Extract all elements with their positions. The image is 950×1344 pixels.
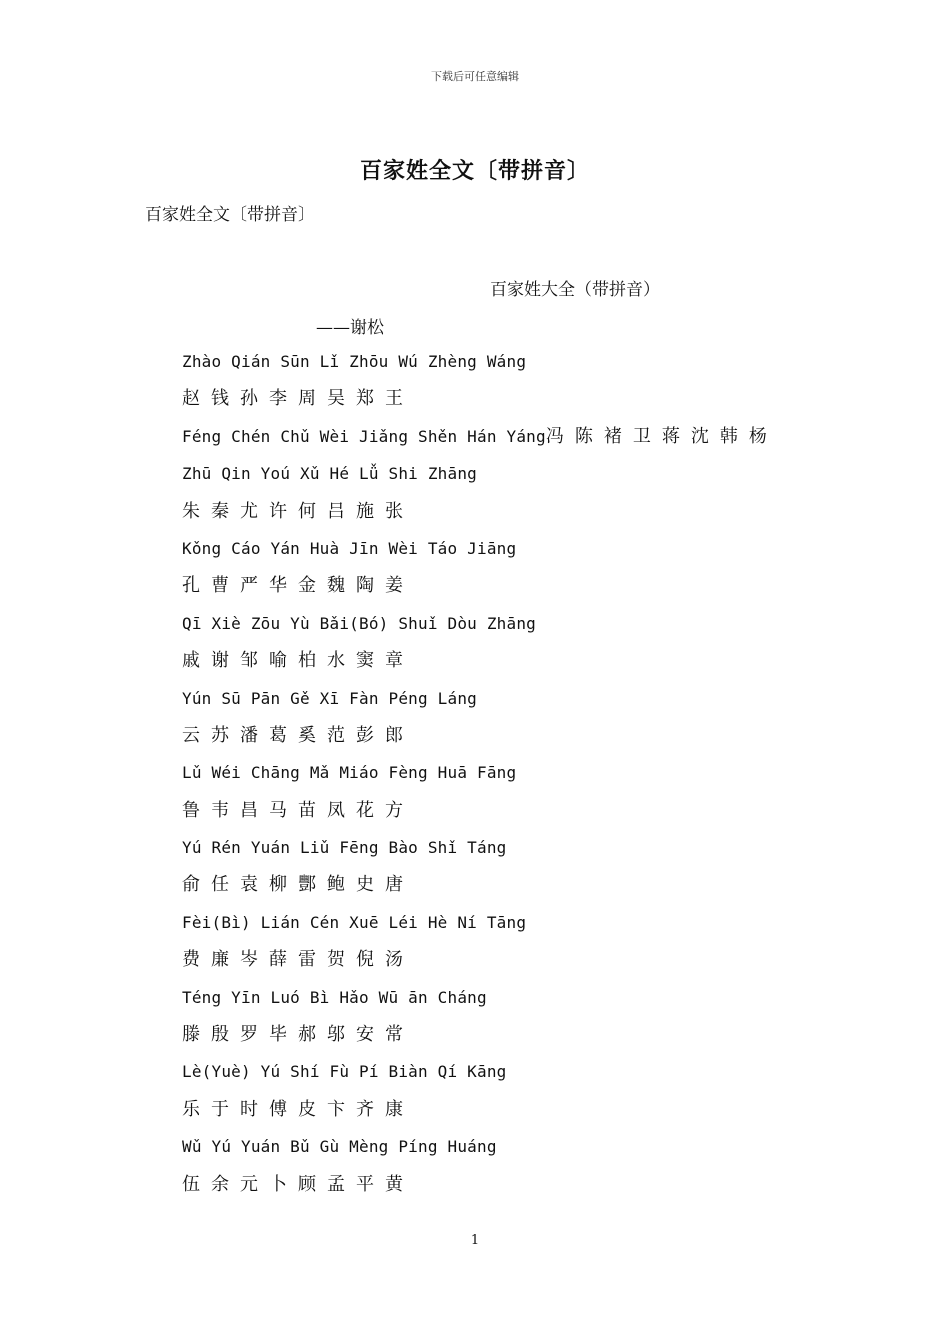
hanzi-line [182, 871, 802, 908]
hanzi-line [182, 1021, 802, 1058]
hanzi-line [182, 722, 802, 759]
pinyin-line [182, 685, 802, 722]
hanzi-text: 费廉岑薛雷贺倪汤 [182, 949, 414, 971]
hanzi-text: 孔曹严华金魏陶姜 [182, 575, 414, 597]
pinyin-line [182, 909, 802, 946]
pinyin-text: Fèi(Bì) Lián Cén Xuē Léi Hè Ní Tāng [182, 912, 527, 932]
hanzi-line [182, 385, 802, 422]
pinyin-line [182, 460, 802, 497]
header-note: 下载后可任意编辑 [431, 70, 519, 83]
pinyin-text: Yún Sū Pān Gě Xī Fàn Péng Láng [182, 688, 477, 708]
pinyin-line [182, 1058, 802, 1095]
pinyin-text: Zhū Qin Yoú Xǔ Hé Lǚ Shi Zhāng [182, 464, 477, 484]
hanzi-text: 朱秦尤许何吕施张 [182, 500, 414, 522]
pinyin-text: Qī Xiè Zōu Yù Bǎi(Bó) Shuǐ Dòu Zhāng [182, 613, 536, 633]
pinyin-text: Zhào Qián Sūn Lǐ Zhōu Wú Zhèng Wáng [182, 352, 527, 371]
hanzi-text: 滕殷罗毕郝邬安常 [182, 1024, 414, 1046]
surname-lines [182, 348, 802, 1208]
pinyin-text: Kǒng Cáo Yán Huà Jīn Wèi Táo Jiāng [182, 538, 517, 558]
hanzi-text: 乐于时傅皮卞齐康 [182, 1098, 414, 1120]
pinyin-text: Wǔ Yú Yuán Bǔ Gù Mèng Píng Huáng [182, 1137, 497, 1157]
pinyin-line [182, 759, 802, 796]
hanzi-text: 鲁韦昌马苗凤花方 [182, 799, 414, 821]
hanzi-line [182, 946, 802, 983]
pinyin-text: Yú Rén Yuán Liǔ Fēng Bào Shǐ Táng [182, 838, 507, 858]
hanzi-text: 戚谢邹喻柏水窦章 [182, 650, 414, 672]
document-subtitle: 百家姓全文〔带拼音〕 [145, 205, 315, 225]
hanzi-text: 冯陈褚卫蒋沈韩杨 [545, 425, 778, 447]
page-number: 1 [470, 1233, 480, 1248]
pinyin-line [182, 834, 802, 871]
hanzi-line [182, 572, 802, 609]
hanzi-line [182, 647, 802, 684]
pinyin-line [182, 610, 802, 647]
pinyin-text: Lè(Yuè) Yú Shí Fù Pí Biàn Qí Kāng [182, 1062, 507, 1082]
pinyin-line [182, 535, 802, 572]
hanzi-line [182, 498, 802, 535]
pinyin-text: Féng Chén Chǔ Wèi Jiǎng Shěn Hán Yáng [182, 426, 546, 446]
document-title: 百家姓全文〔带拼音〕 [359, 158, 590, 184]
pinyin-text: Lǔ Wéi Chāng Mǎ Miáo Fèng Huā Fāng [182, 763, 517, 783]
hanzi-line [182, 1171, 802, 1208]
hanzi-text: 伍余元卜顾孟平黄 [182, 1173, 414, 1195]
hanzi-line [182, 797, 802, 834]
pinyin-line [182, 423, 802, 460]
hanzi-text: 俞任袁柳酆鲍史唐 [182, 874, 414, 896]
inner-heading: 百家姓大全（带拼音） [490, 280, 660, 300]
pinyin-line [182, 348, 802, 385]
hanzi-text: 赵钱孙李周吴郑王 [182, 388, 414, 410]
hanzi-line [182, 1096, 802, 1133]
author-line: ——谢松 [316, 318, 384, 338]
hanzi-text: 云苏潘葛奚范彭郎 [182, 724, 414, 746]
pinyin-line [182, 1133, 802, 1170]
pinyin-text: Téng Yīn Luó Bì Hǎo Wū ān Cháng [182, 987, 487, 1007]
pinyin-line [182, 984, 802, 1021]
